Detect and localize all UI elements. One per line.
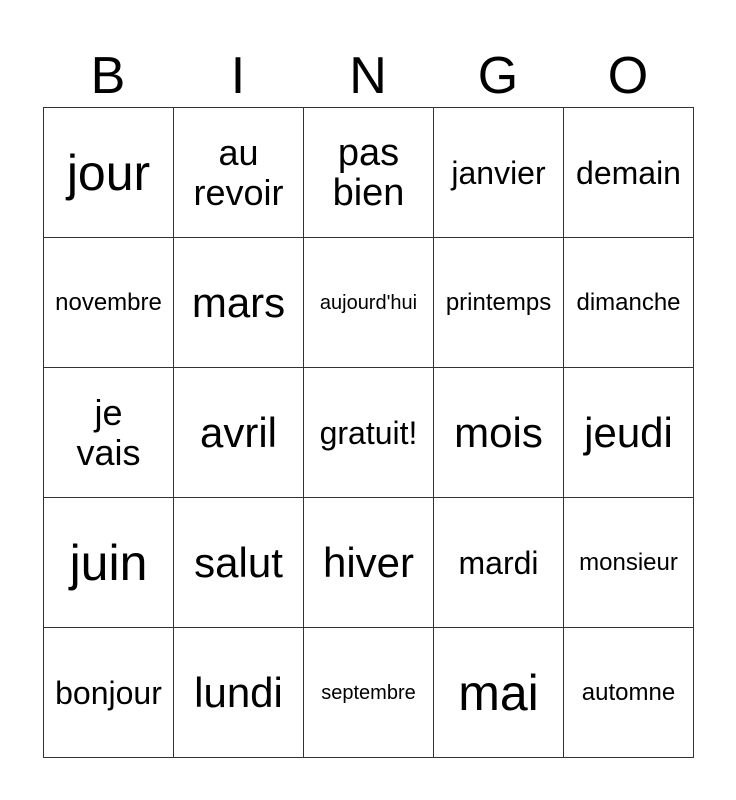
cell-word: gratuit! — [319, 414, 418, 451]
cell-word: dimanche — [576, 288, 681, 316]
bingo-cell[interactable] — [564, 368, 694, 498]
cell-word: avril — [199, 408, 277, 456]
cell-word: printemps — [445, 288, 552, 316]
bingo-cell[interactable] — [434, 628, 564, 758]
bingo-cell[interactable] — [304, 108, 434, 238]
cell-word: jeudi — [584, 408, 673, 456]
header-letter-i: I — [230, 47, 246, 105]
cell-word: je vais — [76, 391, 141, 473]
bingo-cell[interactable] — [564, 238, 694, 368]
cell-word: au revoir — [193, 131, 284, 213]
cell-word: automne — [581, 678, 676, 706]
cell-word: mois — [454, 408, 543, 456]
cell-word: monsieur — [579, 548, 678, 576]
bingo-grid — [43, 107, 694, 758]
bingo-cell[interactable] — [304, 498, 434, 628]
cell-word: lundi — [194, 668, 283, 716]
cell-word: mai — [458, 664, 539, 721]
bingo-cell[interactable] — [44, 238, 174, 368]
cell-word: mars — [191, 278, 286, 326]
bingo-cell[interactable] — [564, 628, 694, 758]
cell-word: pas bien — [332, 131, 405, 214]
bingo-cell[interactable] — [434, 238, 564, 368]
bingo-cell[interactable] — [564, 498, 694, 628]
header-letter-b: B — [90, 47, 126, 105]
cell-word: mardi — [458, 544, 539, 581]
bingo-cell[interactable] — [434, 108, 564, 238]
bingo-cell[interactable] — [174, 368, 304, 498]
bingo-cell[interactable] — [44, 108, 174, 238]
cell-word: hiver — [322, 538, 415, 586]
bingo-cell[interactable] — [44, 628, 174, 758]
bingo-cell[interactable] — [434, 368, 564, 498]
bingo-cell[interactable] — [174, 238, 304, 368]
bingo-cell[interactable] — [434, 498, 564, 628]
bingo-cell[interactable] — [304, 238, 434, 368]
cell-word: juin — [69, 534, 148, 591]
bingo-cell[interactable] — [564, 108, 694, 238]
header-letter-o: O — [607, 47, 649, 105]
bingo-cell[interactable] — [174, 108, 304, 238]
cell-word: salut — [194, 538, 283, 586]
bingo-cell[interactable] — [304, 368, 434, 498]
header-letter-n: N — [349, 47, 387, 105]
cell-word: bonjour — [55, 674, 162, 711]
bingo-header — [43, 46, 693, 106]
cell-word: novembre — [55, 288, 162, 316]
bingo-cell[interactable] — [174, 628, 304, 758]
cell-word: jour — [66, 144, 151, 201]
bingo-cell[interactable] — [44, 498, 174, 628]
cell-word: janvier — [451, 154, 546, 191]
bingo-cell[interactable] — [304, 628, 434, 758]
cell-word: aujourd'hui — [319, 291, 418, 314]
header-letter-g: G — [477, 47, 519, 105]
cell-word: septembre — [321, 681, 416, 704]
cell-word: demain — [576, 154, 681, 191]
bingo-cell[interactable] — [44, 368, 174, 498]
bingo-cell[interactable] — [174, 498, 304, 628]
